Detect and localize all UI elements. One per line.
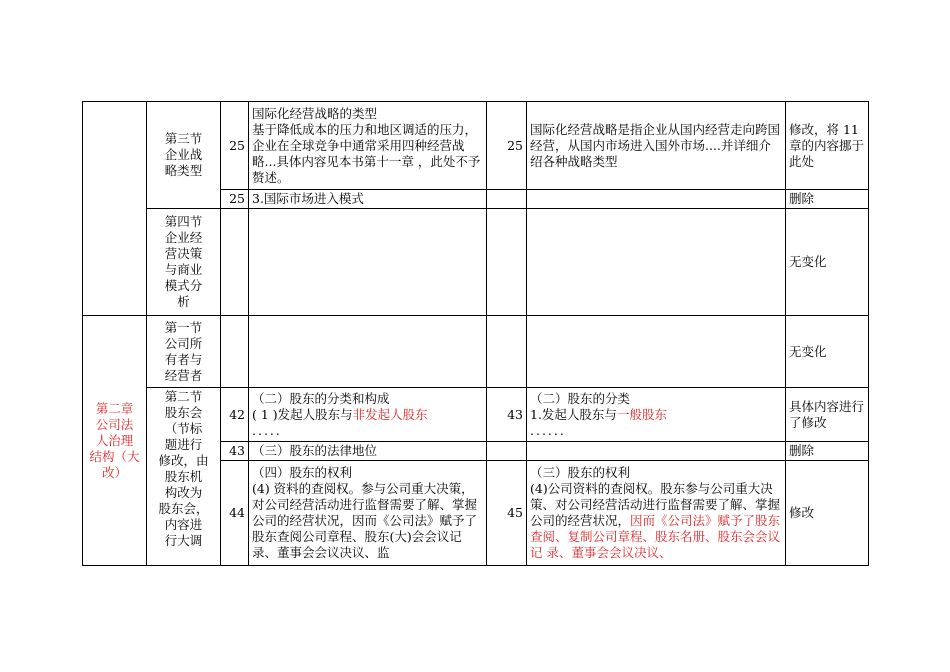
new-page-number (487, 190, 527, 209)
new-page-number: 43 (487, 388, 527, 442)
change-note: 具体内容进行了修改 (786, 388, 869, 442)
old-content: （四）股东的权利 (4) 资料的查阅权。参与公司重大决策，对公司经营活动进行监督需要了解、掌握公司的经营状况，因而《公司法》赋予了股东查阅公司章程、股东(大)会会议记录、董事会会议决议、监 (249, 461, 487, 566)
change-note: 修改 (786, 461, 869, 566)
old-content: 国际化经营战略的类型 基于降低成本的压力和地区调适的压力，企业在全球竞争中通常采用四种经营战略...具体内容见本书第十一章 ，此处不予赘述。 (249, 102, 487, 190)
change-note: 修改，将 11 章的内容挪于此处 (786, 102, 869, 190)
new-content: （三）股东的权利 (4)公司资料的查阅权。股东参与公司重大决策、对公司经营活动进行监督需要了解、掌握公司的经营状况，因而《公司法》赋予了股东查阅、复制公司章程、股东名册、股东会会议记 录、董事会会议决议、 (527, 461, 786, 566)
section-cell: 第二节 股东会 （节标 题进行 修改，由 股东机 构改为 股东会， 内容进 行大调 (147, 388, 221, 566)
highlighted-text: 一般股东 (616, 406, 667, 422)
old-page-number: 42 (221, 388, 249, 442)
old-page-number: 25 (221, 190, 249, 209)
new-content (527, 209, 786, 316)
new-page-number: 45 (487, 461, 527, 566)
new-page-number: 25 (487, 102, 527, 190)
section-cell: 第四节 企业经 营决策 与商业 模式分 析 (147, 209, 221, 316)
change-note: 无变化 (786, 209, 869, 316)
old-content (249, 209, 487, 316)
chapter-cell: 第二章 公司法 人治理 结构（大 改） (83, 316, 147, 566)
new-page-number (487, 209, 527, 316)
highlighted-text: 非发起人股东 (352, 406, 428, 422)
change-note: 删除 (786, 442, 869, 461)
chapter-cell-prev (83, 102, 147, 316)
new-page-number (487, 316, 527, 388)
table-row (83, 209, 869, 316)
old-page-number: 25 (221, 102, 249, 190)
new-content (527, 316, 786, 388)
section-cell: 第三节 企业战 略类型 (147, 102, 221, 209)
section-cell: 第一节 公司所 有者与 经营者 (147, 316, 221, 388)
comparison-table (82, 101, 869, 566)
new-content (527, 190, 786, 209)
old-page-number: 44 (221, 461, 249, 566)
new-content (527, 442, 786, 461)
table-row (83, 388, 869, 442)
table-row (83, 102, 869, 190)
change-note: 删除 (786, 190, 869, 209)
table-row (83, 316, 869, 388)
old-page-number (221, 209, 249, 316)
old-content: （三）股东的法律地位 (249, 442, 487, 461)
old-content: （二）股东的分类和构成 ( 1 )发起人股东与非发起人股东 ..... (249, 388, 487, 442)
new-content: （二）股东的分类 1.发起人股东与一般股东 ...... (527, 388, 786, 442)
old-content: 3.国际市场进入模式 (249, 190, 487, 209)
old-content (249, 316, 487, 388)
highlighted-text: 因而《公司法》赋予了股东查阅、复制公司章程、股东名册、股东会会议记 录、董事会会议决议、 (530, 513, 781, 560)
old-page-number: 43 (221, 442, 249, 461)
new-page-number (487, 442, 527, 461)
new-content: 国际化经营战略是指企业从国内经营走向跨国经营，从国内市场进入国外市场....并详细介绍各种战略类型 (527, 102, 786, 190)
old-page-number (221, 316, 249, 388)
change-note: 无变化 (786, 316, 869, 388)
